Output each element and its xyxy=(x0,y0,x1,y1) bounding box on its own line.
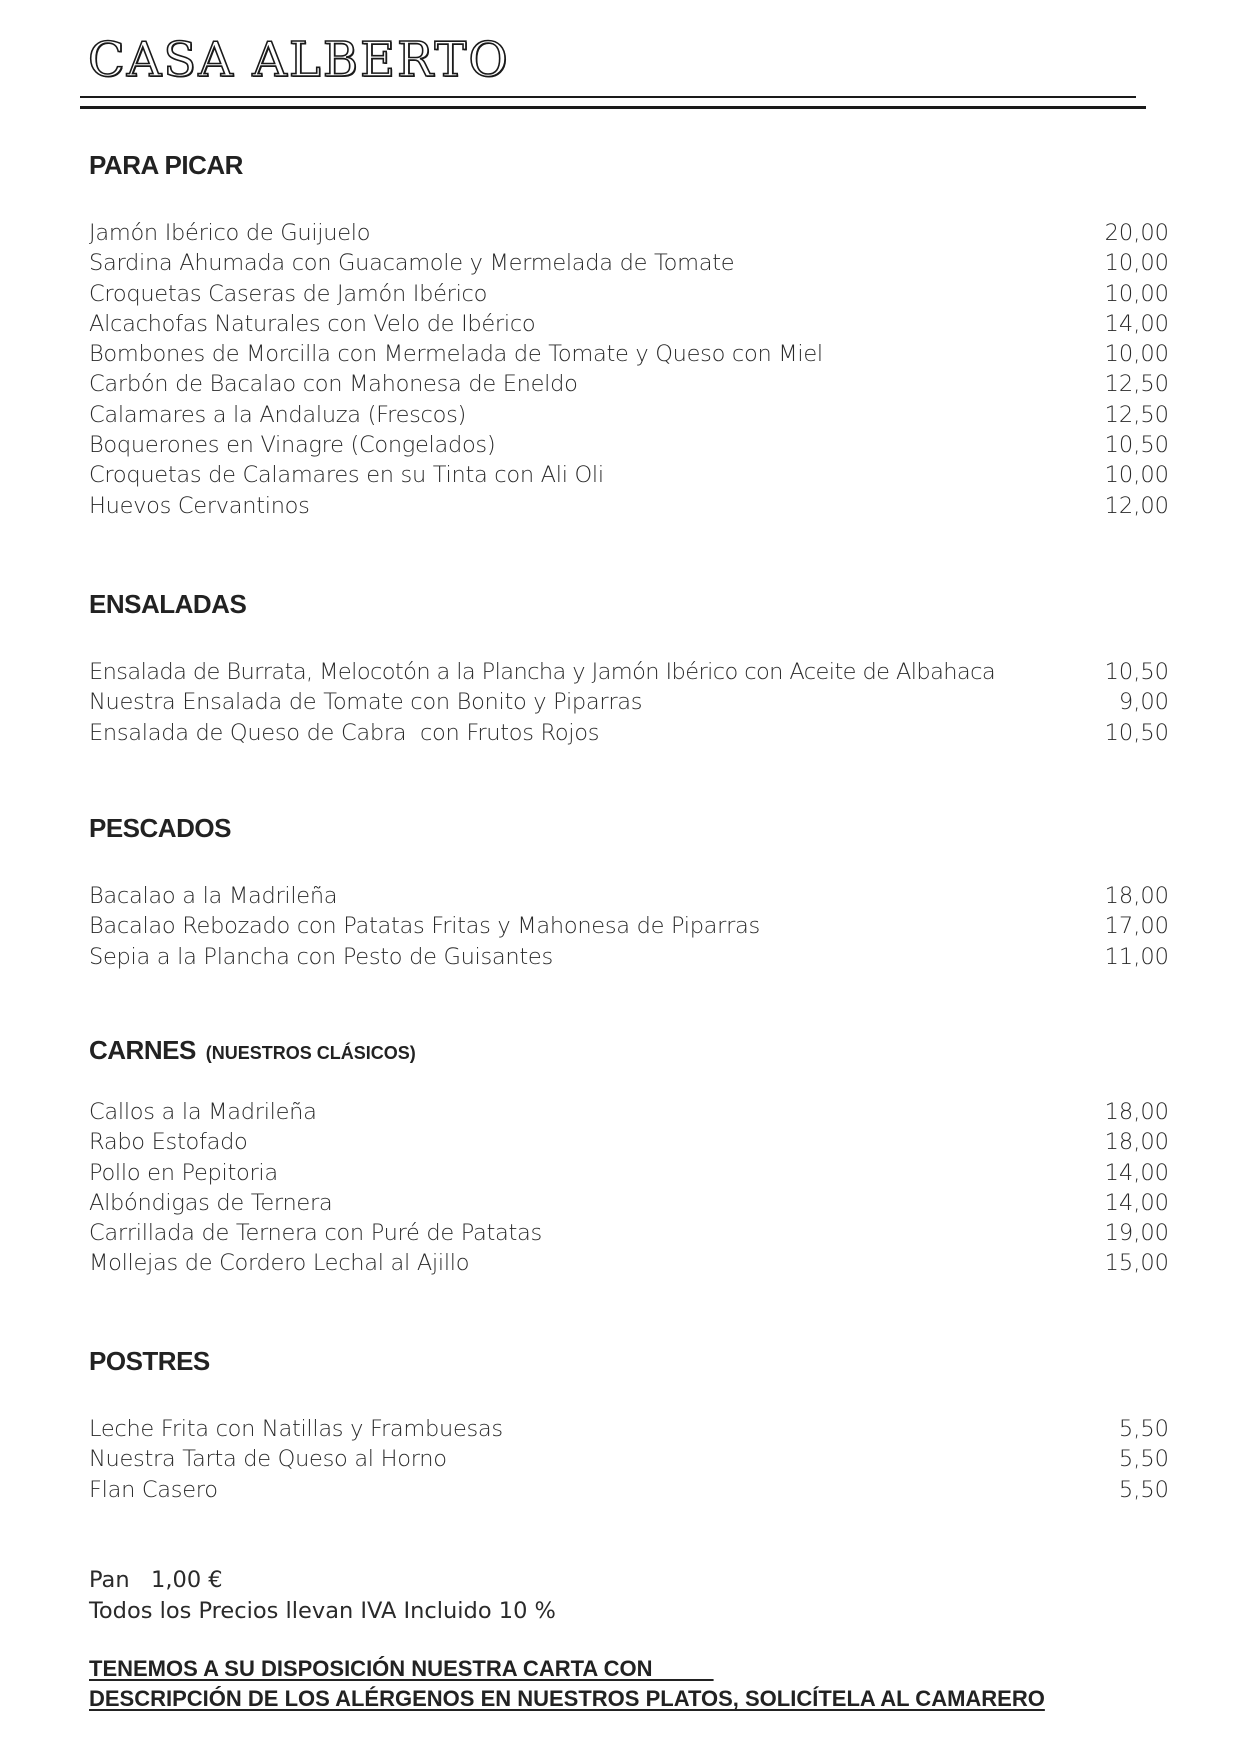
item-price: 18,00 xyxy=(1104,1129,1169,1156)
menu-item xyxy=(89,881,1169,911)
item-name: Pollo en Pepitoria xyxy=(89,1159,278,1186)
item-price: 17,00 xyxy=(1104,913,1169,940)
menu-item xyxy=(89,1097,1169,1127)
menu-item xyxy=(89,1475,1169,1505)
item-name: Leche Frita con Natillas y Frambuesas xyxy=(89,1416,503,1442)
item-price: 11,00 xyxy=(1104,943,1169,970)
section-postres xyxy=(89,1344,1169,1505)
vat-note: Todos los Precios llevan IVA Incluido 10 % xyxy=(89,1598,556,1624)
item-name: Mollejas de Cordero Lechal al Ajillo xyxy=(89,1250,470,1277)
section-subtitle: (NUESTROS CLÁSICOS) xyxy=(205,1043,416,1063)
menu-item-list xyxy=(89,218,1169,521)
item-price: 10,00 xyxy=(1104,341,1169,368)
item-price: 14,00 xyxy=(1104,1159,1169,1186)
menu-item xyxy=(89,491,1169,521)
menu-item xyxy=(89,339,1169,369)
item-name: Ensalada de Burrata, Melocotón a la Plancha y Jamón Ibérico con Aceite de Albahaca xyxy=(89,659,996,685)
item-name: Ensalada de Queso de Cabra con Frutos Rojos xyxy=(89,719,600,746)
section-title-text: ENSALADAS xyxy=(89,589,247,619)
section-title xyxy=(89,811,1169,845)
item-name: Carbón de Bacalao con Mahonesa de Eneldo xyxy=(89,371,578,398)
item-price: 10,50 xyxy=(1104,432,1169,459)
allergen-notice-line: TENEMOS A SU DISPOSICIÓN NUESTRA CARTA CON xyxy=(89,1656,714,1681)
item-name: Flan Casero xyxy=(89,1476,218,1503)
section-title-text: PARA PICAR xyxy=(89,150,243,180)
section-title xyxy=(89,1033,1169,1067)
menu-item xyxy=(89,218,1169,248)
item-name: Carrillada de Ternera con Puré de Patatas xyxy=(89,1220,542,1247)
item-price: 12,50 xyxy=(1104,401,1169,428)
menu-item xyxy=(89,718,1169,748)
menu-item xyxy=(89,1444,1169,1474)
item-name: Bacalao Rebozado con Patatas Fritas y Mahonesa de Piparras xyxy=(89,913,760,940)
item-name: Sardina Ahumada con Guacamole y Mermelada de Tomate xyxy=(89,250,735,277)
section-title-text: CARNES xyxy=(89,1035,196,1065)
menu-item xyxy=(89,248,1169,278)
section-carnes xyxy=(89,1033,1169,1279)
menu-item xyxy=(89,1248,1169,1278)
item-name: Bombones de Morcilla con Mermelada de Tomate y Queso con Miel xyxy=(89,341,823,368)
item-name: Huevos Cervantinos xyxy=(89,492,310,519)
menu-item-list xyxy=(89,1414,1169,1505)
item-price: 5,50 xyxy=(1118,1446,1169,1473)
item-name: Croquetas de Calamares en su Tinta con Ali Oli xyxy=(89,462,604,489)
menu-item xyxy=(89,1218,1169,1248)
section-ensaladas xyxy=(89,587,1169,748)
item-price: 10,50 xyxy=(1104,719,1169,746)
item-price: 18,00 xyxy=(1104,1099,1169,1125)
item-price: 10,50 xyxy=(1104,659,1169,685)
section-title xyxy=(89,1344,1169,1378)
section-title-text: POSTRES xyxy=(89,1346,210,1376)
item-name: Alcachofas Naturales con Velo de Ibérico xyxy=(89,310,536,337)
item-price: 14,00 xyxy=(1104,310,1169,337)
menu-item xyxy=(89,309,1169,339)
item-name: Calamares a la Andaluza (Frescos) xyxy=(89,401,466,428)
item-price: 10,00 xyxy=(1104,280,1169,307)
allergen-notice-line: DESCRIPCIÓN DE LOS ALÉRGENOS EN NUESTROS PLATOS, SOLICÍTELA AL CAMARERO xyxy=(89,1686,1045,1711)
item-price: 10,00 xyxy=(1104,462,1169,489)
menu-item xyxy=(89,460,1169,490)
restaurant-name: CASA ALBERTO xyxy=(88,32,510,88)
menu-item xyxy=(89,400,1169,430)
item-name: Boquerones en Vinagre (Congelados) xyxy=(89,432,496,459)
item-price: 12,00 xyxy=(1104,492,1169,519)
item-price: 12,50 xyxy=(1104,371,1169,398)
item-name: Albóndigas de Ternera xyxy=(89,1189,333,1216)
item-name: Jamón Ibérico de Guijuelo xyxy=(89,220,371,246)
item-price: 10,00 xyxy=(1104,250,1169,277)
item-name: Sepia a la Plancha con Pesto de Guisantes xyxy=(89,943,553,970)
bread-price-note: Pan 1,00 € xyxy=(89,1567,223,1593)
header-divider xyxy=(80,96,1136,98)
menu-item xyxy=(89,1414,1169,1444)
menu-item xyxy=(89,1127,1169,1157)
menu-item xyxy=(89,1188,1169,1218)
item-price: 20,00 xyxy=(1104,220,1169,246)
allergen-notice xyxy=(89,1654,1045,1714)
menu-item xyxy=(89,369,1169,399)
section-title xyxy=(89,148,1169,182)
item-name: Nuestra Tarta de Queso al Horno xyxy=(89,1446,447,1473)
item-name: Rabo Estofado xyxy=(89,1129,248,1156)
item-price: 19,00 xyxy=(1104,1220,1169,1247)
section-title-text: PESCADOS xyxy=(89,813,231,843)
menu-item-list xyxy=(89,881,1169,972)
menu-item xyxy=(89,279,1169,309)
menu-item-list xyxy=(89,657,1169,748)
menu-item xyxy=(89,657,1169,687)
item-name: Nuestra Ensalada de Tomate con Bonito y Piparras xyxy=(89,689,643,716)
item-name: Bacalao a la Madrileña xyxy=(89,883,338,909)
menu-item xyxy=(89,687,1169,717)
menu-item xyxy=(89,1158,1169,1188)
item-price: 9,00 xyxy=(1118,689,1169,716)
item-name: Croquetas Caseras de Jamón Ibérico xyxy=(89,280,488,307)
section-pescados xyxy=(89,811,1169,972)
section-para-picar xyxy=(89,148,1169,521)
item-price: 5,50 xyxy=(1118,1476,1169,1503)
item-price: 18,00 xyxy=(1104,883,1169,909)
menu-item xyxy=(89,911,1169,941)
header-divider-thick xyxy=(80,106,1146,109)
price-notes xyxy=(89,1565,556,1627)
item-name: Callos a la Madrileña xyxy=(89,1099,317,1125)
menu-item xyxy=(89,942,1169,972)
item-price: 14,00 xyxy=(1104,1189,1169,1216)
menu-item-list xyxy=(89,1097,1169,1279)
section-title xyxy=(89,587,1169,621)
menu-item xyxy=(89,430,1169,460)
item-price: 15,00 xyxy=(1104,1250,1169,1277)
item-price: 5,50 xyxy=(1118,1416,1169,1442)
